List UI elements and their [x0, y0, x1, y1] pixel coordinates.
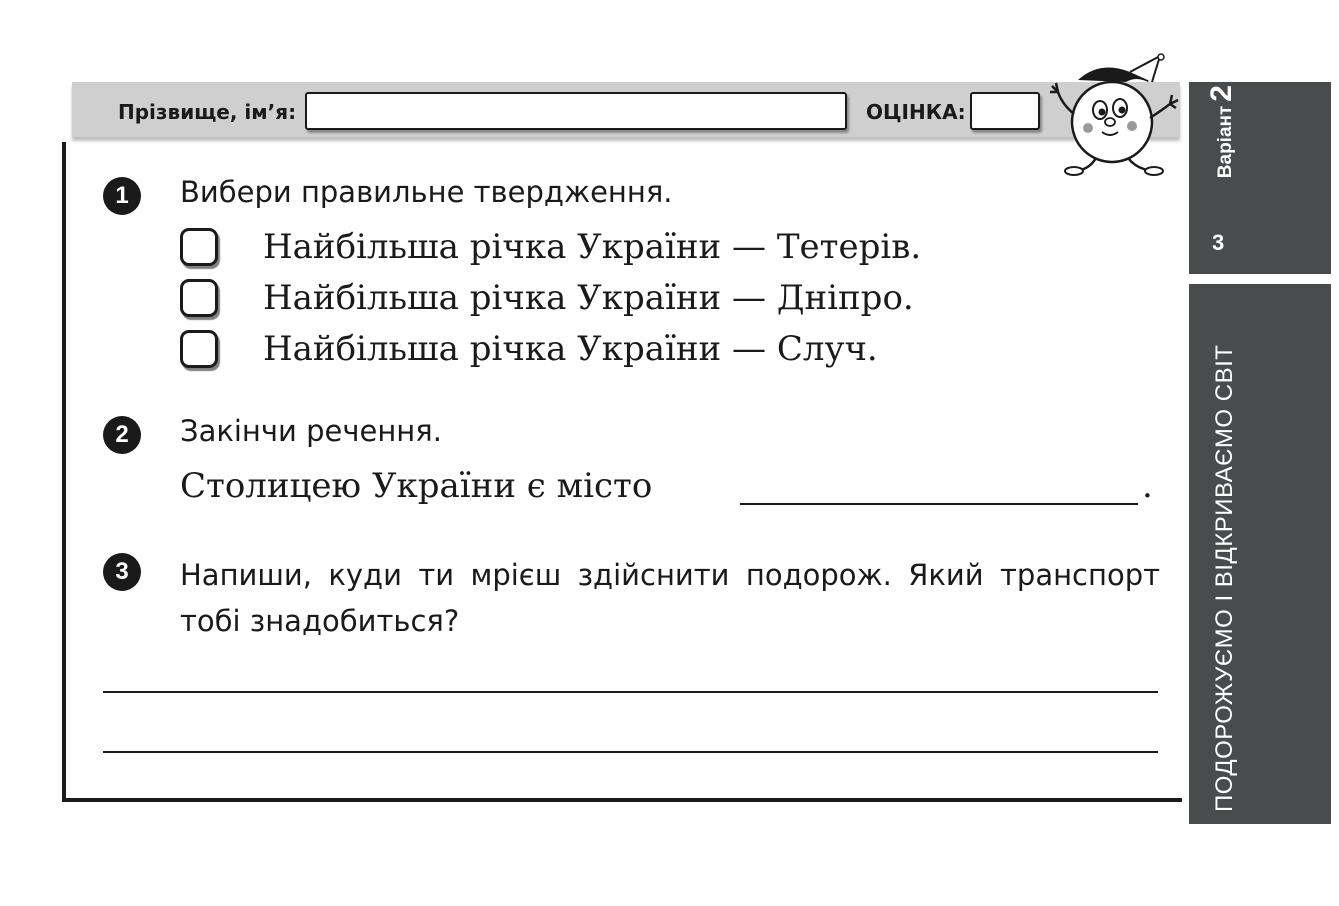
answer-blank[interactable]	[740, 503, 1138, 505]
name-label: Прізвище, ім’я:	[118, 100, 297, 124]
task-2-sentence: Столицею України є місто	[180, 466, 653, 506]
mascot-icon	[1040, 52, 1190, 182]
answer-line-1[interactable]	[103, 691, 1158, 693]
checkbox-icon[interactable]	[180, 279, 218, 317]
task-2-number: 2	[103, 416, 141, 454]
variant-number: 2	[1205, 85, 1238, 102]
task-2-title: Закінчи речення.	[180, 414, 442, 448]
frame-bottom-border	[62, 798, 1182, 802]
checkbox-icon[interactable]	[180, 228, 218, 266]
name-field[interactable]	[305, 92, 847, 130]
task-1-option-2[interactable]	[180, 276, 914, 320]
task-3-title: Напиши, куди ти мрієш здійснити подорож. Який транспорт тобі знадобиться?	[180, 558, 1160, 638]
option-label: Найбільша річка України — Дніпро.	[263, 278, 914, 318]
task-1-option-3[interactable]	[180, 327, 878, 371]
option-label: Найбільша річка України — Тетерів.	[263, 227, 922, 267]
grade-label: ОЦІНКА:	[866, 100, 966, 124]
option-label: Найбільша річка України — Случ.	[263, 329, 878, 369]
task-1-option-1[interactable]	[180, 225, 921, 269]
task-1-title: Вибери правильне твердження.	[180, 175, 673, 209]
checkbox-icon[interactable]	[180, 330, 218, 368]
sentence-period: .	[1142, 466, 1153, 506]
grade-field[interactable]	[970, 92, 1040, 130]
variant-label-wrap	[1205, 85, 1241, 205]
task-3-number: 3	[103, 553, 141, 591]
variant-label-rotated	[1205, 85, 1241, 205]
frame-left-border	[62, 142, 66, 802]
task-1-number: 1	[103, 177, 141, 215]
section-title: ПОДОРОЖУЄМО І ВІДКРИВАЄМО СВІТ	[1211, 344, 1238, 812]
page-number: 3	[1212, 230, 1225, 255]
answer-line-2[interactable]	[103, 751, 1158, 753]
variant-label: Варіант	[1215, 105, 1236, 179]
